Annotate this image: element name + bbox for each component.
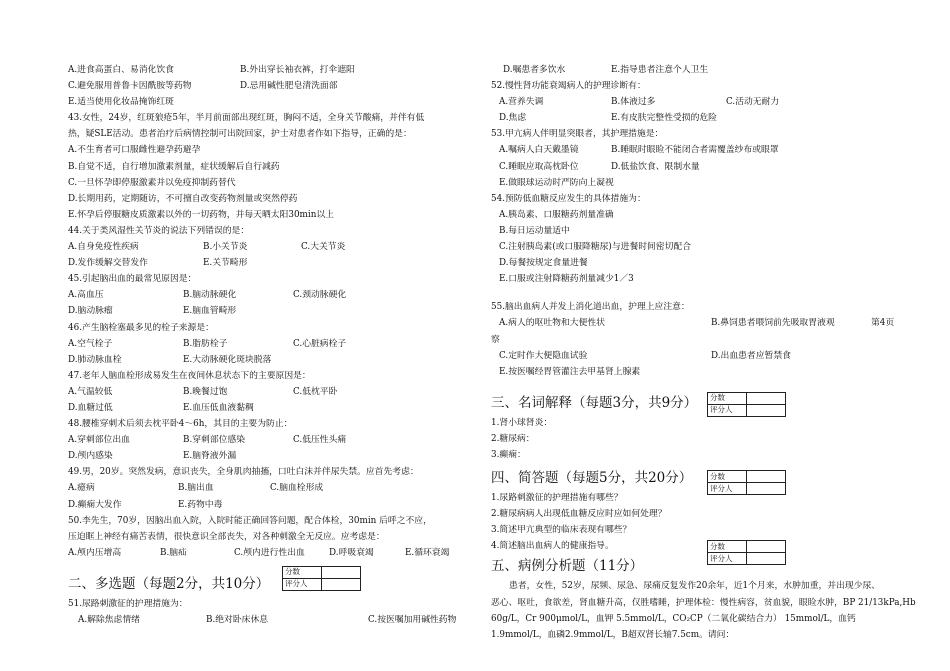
option: D.焦虑 xyxy=(499,113,527,124)
option: D.颅内感染 xyxy=(68,451,113,462)
q43-stem: 热，疑SLE活动。患者治疗后病情控制可出院回家，护士对患者作如下指导，正确的是： xyxy=(68,129,412,140)
grader-label: 评分人 xyxy=(708,553,747,565)
score-cell[interactable] xyxy=(747,541,786,553)
question-item: 2.糖尿病病人出现低血糖反应时应如何处理？ xyxy=(491,509,667,520)
option: B.绝对卧床休息 xyxy=(206,615,269,625)
option: D.癫痫大发作 xyxy=(68,499,122,510)
q44-options-row1 xyxy=(68,239,478,255)
q44-stem: 44.关于类风湿性关节炎的说法下列错误的是： xyxy=(68,225,250,236)
term-item: 1.肾小球肾炎： xyxy=(491,417,553,428)
option: C.定时作大便隐血试验 xyxy=(499,350,588,361)
grader-cell[interactable] xyxy=(322,578,361,590)
case-text: 恶心、呕吐，食欲差，肾血糖升高，仅胜嗜睡，护理体检：慢性病容，贫血貌，眼睑水肿，BP 21/13kPa,Hb xyxy=(491,597,916,608)
option: E.大动脉硬化斑块脱落 xyxy=(183,354,272,365)
q51-options-cont xyxy=(491,62,911,78)
q53-stem: 53.甲亢病人伴明显突眼者，其护理措施是： xyxy=(491,129,664,140)
option: B.外出穿长袖衣裤，打伞遮阳 xyxy=(240,65,355,75)
option: A.空气栓子 xyxy=(68,338,113,349)
q45-options-row2 xyxy=(68,303,478,319)
term-item: 3.癫痫： xyxy=(491,449,526,460)
option: D.呼吸衰竭 xyxy=(329,547,374,558)
option: C.颈动脉硬化 xyxy=(293,290,347,301)
q49-options-row1 xyxy=(68,480,478,496)
q55-options-row2 xyxy=(491,348,911,364)
option: D.出血患者应暂禁食 xyxy=(711,350,791,361)
score-box xyxy=(707,470,786,495)
option: C.颅内进行性出血 xyxy=(234,547,305,558)
q49-stem: 49.男，20岁。突然发病，意识丧失，全身肌肉抽搐，口吐白沫并伴尿失禁。应首先考虑： xyxy=(68,467,419,478)
q50-stem: 50.李先生，70岁，因脑出血入院，入院时能正确回答问题，配合体检，30min 后呼之不应， xyxy=(68,515,432,526)
q46-options-row2 xyxy=(68,352,478,368)
option: D.长期用药，定期随访，不可擅自改变药物剂量或突然停药 xyxy=(68,193,298,204)
option: B.脑动脉硬化 xyxy=(183,290,237,301)
grader-label: 评分人 xyxy=(708,483,747,495)
case-text: 患者，女性，52岁，尿频、尿急、尿痛反复发作20余年，近1个月来，水肿加重，并出现少尿、 xyxy=(509,581,881,592)
score-box xyxy=(282,566,361,591)
question-item: 3.简述甲亢典型的临床表现有哪些？ xyxy=(491,525,632,536)
q46-stem: 46.产生脑栓塞最多见的栓子来源是： xyxy=(68,322,214,333)
option: E.指导患者注意个人卫生 xyxy=(611,65,709,75)
option: C.避免服用普鲁卡因酰胺等药物 xyxy=(68,81,192,92)
case-text: 60g/L，Cr 900μmol/L，血钾 5.5mmol/L，CO₂CP（二氧化碳结合力） 15mmol/L，血钙 xyxy=(491,613,856,624)
q42-options-row1 xyxy=(68,62,478,78)
grader-label: 评分人 xyxy=(283,578,322,590)
option: A.不生育者可口服雌性避孕药避孕 xyxy=(68,145,201,156)
option: A.嘱病人白天戴墨镜 xyxy=(499,145,579,156)
section-title: 三、名词解释（每题3分，共9分） xyxy=(491,394,698,411)
term-item: 2.糖尿病： xyxy=(491,433,535,444)
q42-options-row2 xyxy=(68,78,478,94)
score-label: 分数 xyxy=(708,392,747,404)
option: C.低枕平卧 xyxy=(293,386,338,397)
option: E.脑血管畸形 xyxy=(183,306,237,317)
q53-options-row2 xyxy=(491,159,911,175)
option: A.营养失调 xyxy=(499,97,544,108)
option: E.药物中毒 xyxy=(178,499,223,510)
question-item: 1.尿路刺激征的护理措施有哪些？ xyxy=(491,493,623,504)
option: A.颅内压增高 xyxy=(68,547,122,558)
option: E.按医嘱经胃管灌注去甲基肾上腺素 xyxy=(499,366,641,377)
option: E.怀孕后停服糖皮质激素以外的一切药物，并每天晒太阳30min以上 xyxy=(68,209,334,220)
q47-stem: 47.老年人脑血栓形成易发生在夜间休息状态下的主要原因是： xyxy=(68,370,311,381)
option: A.解除焦虑情绪 xyxy=(78,615,140,625)
option: C.睡眠应取高枕卧位 xyxy=(499,161,579,172)
option: A.穿刺部位出血 xyxy=(68,435,130,446)
option: B.睡眠时眼睑不能闭合者需覆盖纱布或眼罩 xyxy=(611,145,779,156)
q50-options xyxy=(68,545,478,561)
q46-options-row1 xyxy=(68,336,478,352)
option: A.病人的呕吐物和大便性状 xyxy=(499,318,605,329)
question-item: 4.简述脑出血病人的健康指导。 xyxy=(491,541,614,552)
option: B.脑出血 xyxy=(178,483,214,494)
q49-options-row2 xyxy=(68,497,478,513)
option: C.低压性头痛 xyxy=(293,435,347,446)
option: B.体液过多 xyxy=(611,97,656,108)
option: A.癔病 xyxy=(68,483,95,494)
section-title-short-answer xyxy=(491,466,911,493)
option: A.胰岛素、口服糖药剂量准确 xyxy=(499,209,614,220)
option: D.忌用碱性肥皂清洗面部 xyxy=(240,81,338,92)
grader-cell[interactable] xyxy=(747,553,786,565)
option: D.每餐按规定食量进餐 xyxy=(499,258,588,269)
option: E.做眼球运动时严防向上凝视 xyxy=(499,177,614,188)
q48-options-row1 xyxy=(68,432,478,448)
q47-options-row1 xyxy=(68,384,478,400)
option: B.每日运动量适中 xyxy=(499,225,570,236)
option: A.自身免疫性疾病 xyxy=(68,242,139,253)
option: E.口服或注射降糖药剂量减少1／3 xyxy=(499,274,634,285)
score-box xyxy=(707,540,786,565)
option: B.晚餐过饱 xyxy=(183,386,228,397)
q48-stem: 48.腰椎穿刺术后须去枕平卧4～6h，其目的主要为防止： xyxy=(68,419,293,430)
option: D.嘱患者多饮水 xyxy=(503,65,566,75)
q44-options-row2 xyxy=(68,255,478,271)
q42-options-row3 xyxy=(68,94,478,110)
option: E.循环衰竭 xyxy=(405,547,450,558)
option: E.血压低血液黏稠 xyxy=(183,402,254,413)
option: A.高血压 xyxy=(68,290,104,301)
q51-options xyxy=(68,612,478,628)
section-title-terms xyxy=(491,391,911,415)
option: B.脑疝 xyxy=(160,547,187,558)
q55-options-row1 xyxy=(491,315,911,331)
score-cell[interactable] xyxy=(747,471,786,483)
option: D.脑动脉瘤 xyxy=(68,306,113,317)
q54-stem: 54.预防低血糖反应发生的具体措施为： xyxy=(491,193,646,204)
q55-stem: 55.脑出血病人并发上消化道出血，护理上应注意： xyxy=(491,302,690,313)
q50-stem: 压迫眶上神经有痛苦表情，很快意识全部丧失，对各种刺激全无反应。应考虑是： xyxy=(68,531,385,542)
page-number: 第4页 xyxy=(871,318,895,329)
option: C.注射胰岛素(或口服降糖尿)与进餐时间密切配合 xyxy=(499,242,692,253)
q53-options-row1 xyxy=(491,142,911,158)
section-title: 二、多选题（每题2分，共10分） xyxy=(68,575,270,592)
option: B.小关节炎 xyxy=(203,242,248,253)
left-column xyxy=(68,62,478,628)
option: D.肺动脉血栓 xyxy=(68,354,122,365)
option: C.脑血栓形成 xyxy=(270,483,324,494)
q52-options-row2 xyxy=(491,110,911,126)
option: B.鼻饲患者喂饲前先吸取胃液观 xyxy=(711,318,835,329)
score-box xyxy=(707,392,786,417)
option-cont: 察 xyxy=(491,334,500,345)
q52-stem: 52.慢性肾功能衰竭病人的护理诊断有： xyxy=(491,81,646,92)
grader-cell[interactable] xyxy=(747,483,786,495)
case-text: 1.9mmol/L，血磷2.9mmol/L，B超双肾长轴7.5cm。请问： xyxy=(491,629,735,640)
option: A.进食高蛋白、易消化饮食 xyxy=(68,65,174,75)
score-cell[interactable] xyxy=(747,392,786,404)
grader-label: 评分人 xyxy=(708,404,747,416)
option: B.穿刺部位感染 xyxy=(183,435,246,446)
q52-options-row1 xyxy=(491,94,911,110)
q51-stem: 51.尿路刺激征的护理措施为： xyxy=(68,598,188,609)
option: C.按医嘱加用碱性药物 xyxy=(368,615,457,625)
section-title: 五、病例分析题（11分） xyxy=(491,558,644,575)
option: B.自觉不适，自行增加激素剂量，症状缓解后自行减药 xyxy=(68,161,280,172)
score-label: 分数 xyxy=(283,566,322,578)
option: C.大关节炎 xyxy=(301,242,346,253)
q45-options-row1 xyxy=(68,287,478,303)
q45-stem: 45.引起脑出血的最常见原因是： xyxy=(68,274,197,285)
q48-options-row2 xyxy=(68,448,478,464)
option: D.血糖过低 xyxy=(68,402,113,413)
option: C.一旦怀孕即停服激素并以免疫抑制药替代 xyxy=(68,177,236,188)
section-title-multiple-choice xyxy=(68,567,478,596)
option: E.适当使用化妆品掩饰红斑 xyxy=(68,97,174,108)
score-cell[interactable] xyxy=(322,566,361,578)
q43-stem: 43.女性，24岁，红斑狼疮5年，半月前面部出现红斑，胸闷不适，全身关节酸痛，并伴有低 xyxy=(68,113,425,124)
option: C.活动无耐力 xyxy=(726,97,780,108)
option: A.气温较低 xyxy=(68,386,113,397)
right-column xyxy=(491,62,916,643)
option: D.发作缓解交替发作 xyxy=(68,258,148,269)
score-label: 分数 xyxy=(708,471,747,483)
q47-options-row2 xyxy=(68,400,478,416)
grader-cell[interactable] xyxy=(747,404,786,416)
option: D.低盐饮食、限制水量 xyxy=(611,161,700,172)
option: E.有皮肤完整性受损的危险 xyxy=(611,113,717,124)
option: E.关节畸形 xyxy=(203,258,248,269)
option: B.脂肪栓子 xyxy=(183,338,228,349)
option: C.心脏病栓子 xyxy=(293,338,347,349)
score-label: 分数 xyxy=(708,541,747,553)
section-title: 四、简答题（每题5分，共20分） xyxy=(491,470,693,487)
option: E.脑脊液外漏 xyxy=(183,451,237,462)
